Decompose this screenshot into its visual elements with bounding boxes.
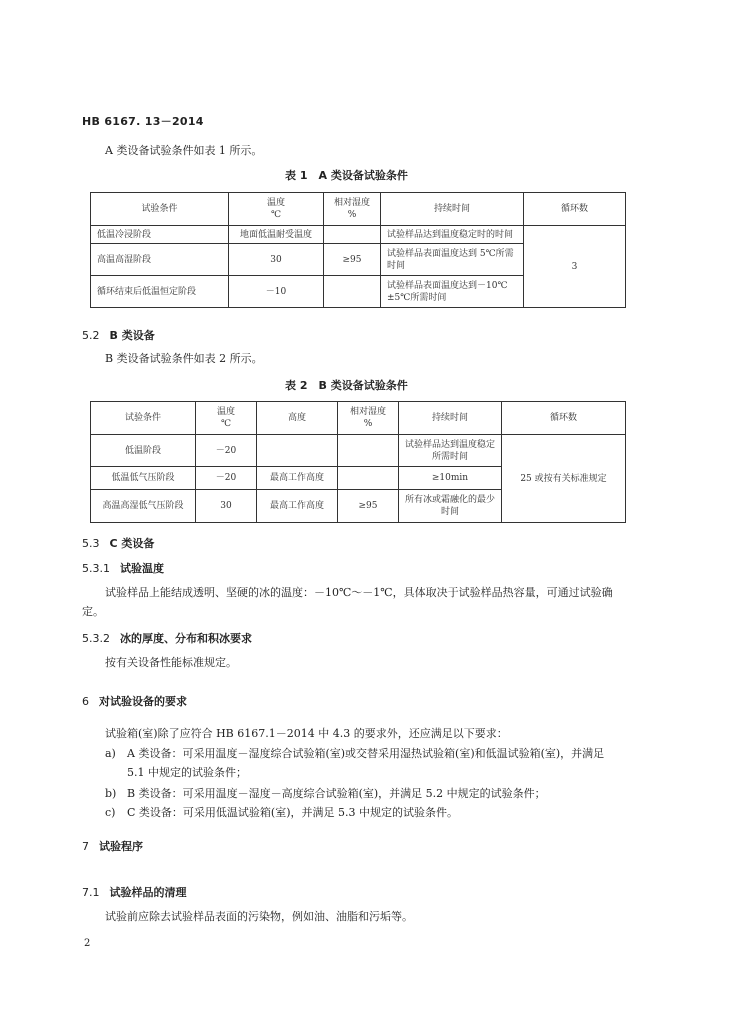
section-5-3-2-heading: 5.3.2 冰的厚度、分布和积冰要求 — [82, 632, 252, 645]
table2-header-cell: 试验条件 — [91, 402, 196, 435]
table1 — [90, 192, 626, 308]
para-7-1: 试验前应除去试验样品表面的污染物，例如油、油脂和污垢等。 — [105, 910, 413, 923]
para-5-3-2: 按有关设备性能标准规定。 — [105, 656, 237, 669]
table1-cell: 30 — [229, 244, 324, 276]
table2-cell — [338, 467, 399, 490]
table2-cell: 30 — [196, 490, 257, 523]
list-item — [105, 784, 625, 803]
para-5-3-1: 试验样品上能结成透明、坚硬的冰的温度：－10℃～－1℃，具体取决于试验样品热容量，可通过试验确定。 — [82, 586, 613, 618]
table1-cell: －10 — [229, 276, 324, 308]
table2-header-cell: 相对湿度 % — [338, 402, 399, 435]
page-number: 2 — [84, 938, 91, 949]
table2-header-cell: 持续时间 — [399, 402, 502, 435]
list-item — [105, 744, 625, 782]
section-7-heading: 7 试验程序 — [82, 840, 143, 853]
table1-caption: 表 1 A 类设备试验条件 — [285, 169, 408, 182]
table1-cycles-cell: 3 — [524, 226, 626, 308]
table2-cell: ≥95 — [338, 490, 399, 523]
document-id: HB 6167. 13－2014 — [82, 115, 204, 128]
table1-header-cell: 试验条件 — [91, 193, 229, 226]
table2-cell: 最高工作高度 — [257, 490, 338, 523]
table2-cell — [338, 435, 399, 467]
section-5-3-1-heading: 5.3.1 试验温度 — [82, 562, 164, 575]
para-6: 试验箱(室)除了应符合 HB 6167.1－2014 中 4.3 的要求外，还应满足以下要求： — [105, 727, 508, 740]
section-7-1-heading: 7.1 试验样品的清理 — [82, 886, 187, 899]
table2 — [90, 401, 626, 523]
list-marker: b) — [105, 787, 117, 800]
table1-header-row — [91, 193, 626, 226]
table2-header-cell: 循环数 — [502, 402, 626, 435]
table2-cell: －20 — [196, 467, 257, 490]
table1-cell: 试验样品表面温度达到－10℃±5℃所需时间 — [381, 276, 524, 308]
list-marker: a) — [105, 747, 116, 760]
list-marker: c) — [105, 806, 116, 819]
table1-cell — [324, 276, 381, 308]
table2-cell: 低温低气压阶段 — [91, 467, 196, 490]
section-5-2-heading: 5.2 B 类设备 — [82, 329, 155, 342]
section-6-heading: 6 对试验设备的要求 — [82, 695, 187, 708]
table1-cell — [324, 226, 381, 244]
table2-header-cell: 温度 ℃ — [196, 402, 257, 435]
table-row — [91, 226, 626, 244]
table1-cell: 低温冷浸阶段 — [91, 226, 229, 244]
table1-header-cell: 温度 ℃ — [229, 193, 324, 226]
list-text: B 类设备：可采用温度－湿度－高度综合试验箱(室)，并满足 5.2 中规定的试验条件； — [127, 787, 546, 800]
list-item — [105, 803, 625, 822]
table1-cell: 循环结束后低温恒定阶段 — [91, 276, 229, 308]
intro-b: B 类设备试验条件如表 2 所示。 — [105, 352, 263, 365]
table2-cell: 低温阶段 — [91, 435, 196, 467]
table2-cell — [257, 435, 338, 467]
table2-caption: 表 2 B 类设备试验条件 — [285, 379, 408, 392]
table1-header-cell: 循环数 — [524, 193, 626, 226]
table1-cell: 试验样品表面温度达到 5℃所需时间 — [381, 244, 524, 276]
table1-cell: 地面低温耐受温度 — [229, 226, 324, 244]
table2-header-row — [91, 402, 626, 435]
section-5-3-heading: 5.3 C 类设备 — [82, 537, 155, 550]
list-text: A 类设备：可采用温度－湿度综合试验箱(室)或交替采用湿热试验箱(室)和低温试验箱(室)，并满足 5.1 中规定的试验条件； — [127, 747, 605, 779]
table2-cell: 最高工作高度 — [257, 467, 338, 490]
table2-cell: 试验样品达到温度稳定所需时间 — [399, 435, 502, 467]
table2-cycles-cell: 25 或按有关标准规定 — [502, 435, 626, 523]
table1-cell: 高温高湿阶段 — [91, 244, 229, 276]
table1-cell: ≥95 — [324, 244, 381, 276]
table2-cell: －20 — [196, 435, 257, 467]
table2-cell: ≥10min — [399, 467, 502, 490]
table2-cell: 高温高湿低气压阶段 — [91, 490, 196, 523]
table2-header-cell: 高度 — [257, 402, 338, 435]
intro-a: A 类设备试验条件如表 1 所示。 — [105, 144, 263, 157]
table1-header-cell: 相对湿度 % — [324, 193, 381, 226]
table1-header-cell: 持续时间 — [381, 193, 524, 226]
table1-cell: 试验样品达到温度稳定时的时间 — [381, 226, 524, 244]
table2-cell: 所有冰或霜融化的最少时间 — [399, 490, 502, 523]
table-row — [91, 435, 626, 467]
list-text: C 类设备：可采用低温试验箱(室)，并满足 5.3 中规定的试验条件。 — [127, 806, 458, 819]
